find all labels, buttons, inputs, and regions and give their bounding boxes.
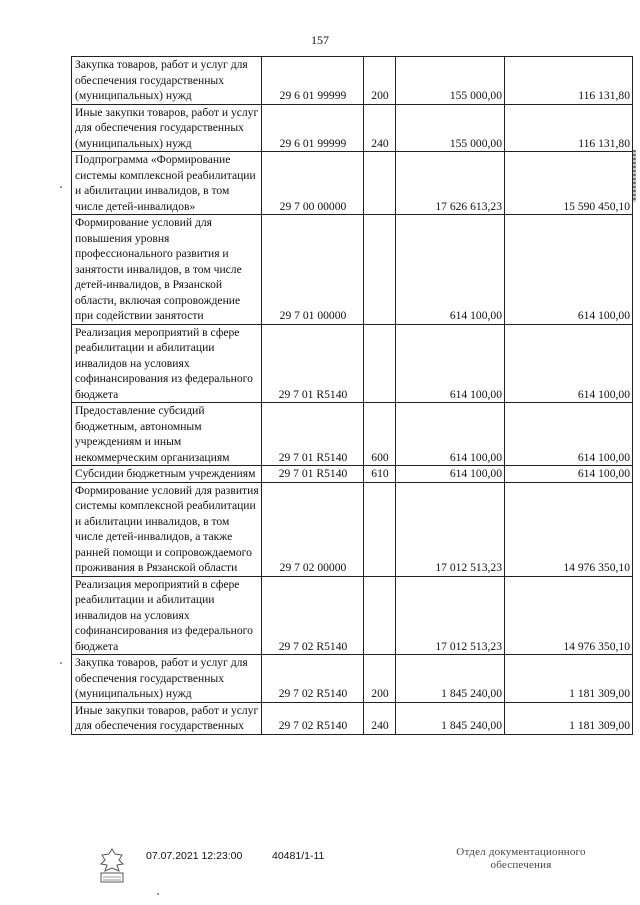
table-row bbox=[72, 57, 633, 105]
row-plan-cell: 614 100,00 bbox=[396, 466, 505, 483]
row-type-cell bbox=[364, 576, 396, 655]
row-type-cell: 240 bbox=[364, 104, 396, 152]
row-code-cell: 29 7 01 00000 bbox=[262, 215, 364, 325]
row-code-cell: 29 7 01 R5140 bbox=[262, 466, 364, 483]
row-plan-cell: 1 845 240,00 bbox=[396, 655, 505, 703]
row-name-cell: Иные закупки товаров, работ и услуг для обеспечения государственных (муниципальных) нужд bbox=[72, 104, 262, 152]
row-code-cell: 29 7 01 R5140 bbox=[262, 324, 364, 403]
row-plan-cell: 1 845 240,00 bbox=[396, 702, 505, 734]
row-name-cell: Предоставление субсидий бюджетным, автономным учреждениям и иным некоммерческим организациям bbox=[72, 403, 262, 466]
table-row bbox=[72, 482, 633, 576]
row-fact-cell: 614 100,00 bbox=[505, 403, 633, 466]
row-type-cell: 240 bbox=[364, 702, 396, 734]
row-type-cell bbox=[364, 482, 396, 576]
row-type-cell: 600 bbox=[364, 403, 396, 466]
row-fact-cell: 1 181 309,00 bbox=[505, 655, 633, 703]
table-row bbox=[72, 576, 633, 655]
row-name-cell: Закупка товаров, работ и услуг для обеспечения государственных (муниципальных) нужд bbox=[72, 655, 262, 703]
row-code-cell: 29 7 01 R5140 bbox=[262, 403, 364, 466]
coat-of-arms-icon bbox=[95, 846, 129, 886]
table-row bbox=[72, 104, 633, 152]
row-plan-cell: 155 000,00 bbox=[396, 57, 505, 105]
row-plan-cell: 17 012 513,23 bbox=[396, 482, 505, 576]
row-code-cell: 29 6 01 99999 bbox=[262, 57, 364, 105]
row-fact-cell: 614 100,00 bbox=[505, 466, 633, 483]
row-fact-cell: 14 976 350,10 bbox=[505, 576, 633, 655]
row-fact-cell: 14 976 350,10 bbox=[505, 482, 633, 576]
row-fact-cell: 116 131,80 bbox=[505, 104, 633, 152]
row-type-cell bbox=[364, 215, 396, 325]
stamp-department-line2: обеспечения bbox=[490, 859, 552, 871]
table-row bbox=[72, 403, 633, 466]
row-type-cell: 610 bbox=[364, 466, 396, 483]
row-name-cell: Реализация мероприятий в сфере реабилитации и абилитации инвалидов на условиях софинансирования из федерального бюджета bbox=[72, 576, 262, 655]
row-plan-cell: 614 100,00 bbox=[396, 324, 505, 403]
table-row bbox=[72, 702, 633, 734]
row-code-cell: 29 7 02 R5140 bbox=[262, 576, 364, 655]
table-row bbox=[72, 466, 633, 483]
table-row bbox=[72, 655, 633, 703]
table-row bbox=[72, 324, 633, 403]
stamp-document-id: 40481/1-11 bbox=[272, 850, 325, 862]
row-code-cell: 29 7 02 R5140 bbox=[262, 655, 364, 703]
row-plan-cell: 614 100,00 bbox=[396, 403, 505, 466]
budget-table bbox=[71, 56, 633, 735]
scan-dot bbox=[60, 186, 62, 188]
row-fact-cell: 1 181 309,00 bbox=[505, 702, 633, 734]
row-name-cell: Реализация мероприятий в сфере реабилитации и абилитации инвалидов на условиях софинансирования из федерального бюджета bbox=[72, 324, 262, 403]
row-name-cell: Подпрограмма «Формирование системы комплексной реабилитации и абилитации инвалидов, в том числе детей-инвалидов» bbox=[72, 152, 262, 215]
stamp-date: 07.07.2021 12:23:00 bbox=[146, 850, 243, 862]
row-fact-cell: 15 590 450,10 bbox=[505, 152, 633, 215]
scan-dot bbox=[60, 662, 62, 664]
row-code-cell: 29 6 01 99999 bbox=[262, 104, 364, 152]
row-code-cell: 29 7 00 00000 bbox=[262, 152, 364, 215]
row-plan-cell: 155 000,00 bbox=[396, 104, 505, 152]
row-name-cell: Субсидии бюджетным учреждениям bbox=[72, 466, 262, 483]
stamp-footer bbox=[0, 840, 640, 900]
row-fact-cell: 614 100,00 bbox=[505, 215, 633, 325]
row-name-cell: Формирование условий для повышения уровня профессионального развития и занятости инвалидов, в том числе детей-инвалидов, в Рязанской области, включая сопровождение при содействии занятости bbox=[72, 215, 262, 325]
stamp-department bbox=[446, 846, 596, 872]
row-type-cell bbox=[364, 324, 396, 403]
row-name-cell: Иные закупки товаров, работ и услуг для обеспечения государственных bbox=[72, 702, 262, 734]
table-row bbox=[72, 152, 633, 215]
row-name-cell: Закупка товаров, работ и услуг для обеспечения государственных (муниципальных) нужд bbox=[72, 57, 262, 105]
page-number: 157 bbox=[311, 33, 329, 47]
row-code-cell: 29 7 02 R5140 bbox=[262, 702, 364, 734]
scan-artifact bbox=[633, 150, 636, 202]
row-plan-cell: 614 100,00 bbox=[396, 215, 505, 325]
row-fact-cell: 614 100,00 bbox=[505, 324, 633, 403]
row-plan-cell: 17 012 513,23 bbox=[396, 576, 505, 655]
row-type-cell: 200 bbox=[364, 655, 396, 703]
row-type-cell bbox=[364, 152, 396, 215]
row-type-cell: 200 bbox=[364, 57, 396, 105]
table-row bbox=[72, 215, 633, 325]
stamp-department-line1: Отдел документационного bbox=[456, 846, 586, 858]
row-code-cell: 29 7 02 00000 bbox=[262, 482, 364, 576]
row-name-cell: Формирование условий для развития системы комплексной реабилитации и абилитации инвалидов, в том числе детей-инвалидов, а также ранней помощи и сопровождаемого проживания в Рязанской области bbox=[72, 482, 262, 576]
row-fact-cell: 116 131,80 bbox=[505, 57, 633, 105]
row-plan-cell: 17 626 613,23 bbox=[396, 152, 505, 215]
